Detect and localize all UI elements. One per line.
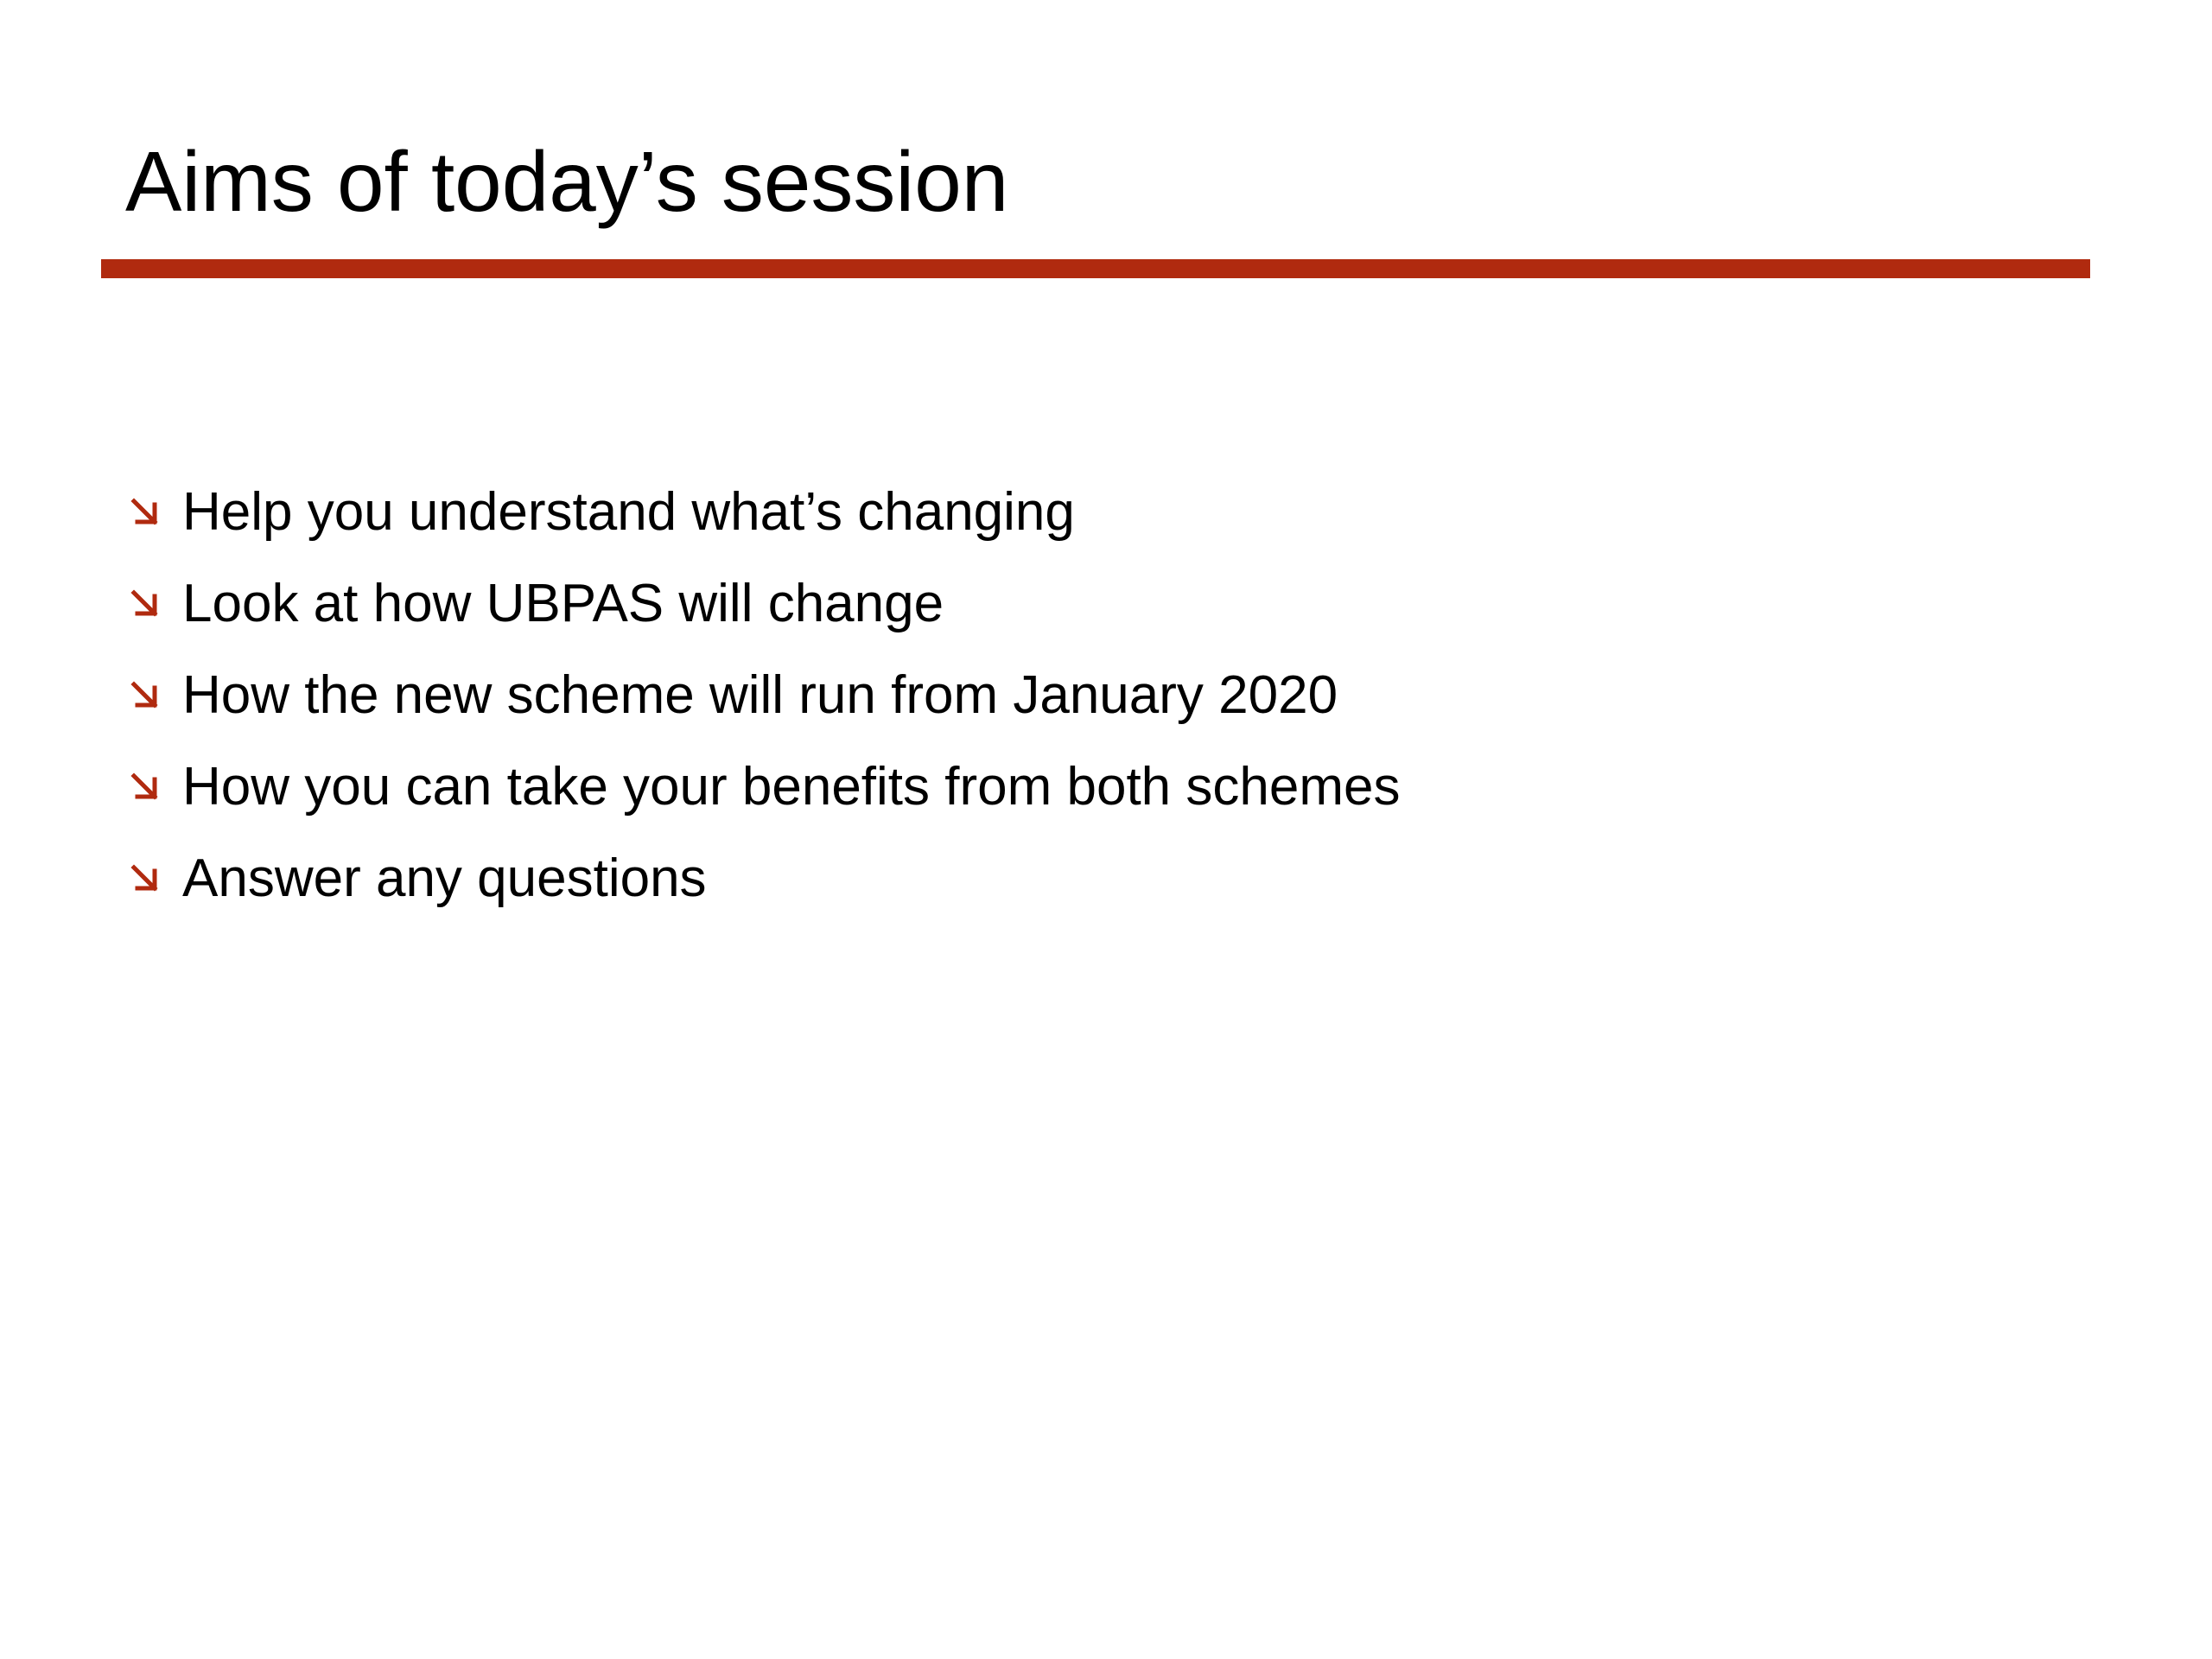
arrow-down-right-icon [125,584,165,624]
arrow-down-right-icon [125,676,165,715]
bullet-item [125,833,1400,925]
bullet-item [125,741,1400,833]
bullet-item [125,467,1400,558]
arrow-down-right-icon [125,493,165,532]
bullet-list [125,467,1400,925]
bullet-text: How the new scheme will run from January 2020 [182,665,1338,725]
bullet-text: How you can take your benefits from both schemes [182,757,1401,817]
slide-title: Aims of today’s session [125,134,1009,229]
title-divider [101,259,2090,278]
bullet-item [125,558,1400,650]
bullet-text: Help you understand what’s changing [182,482,1075,542]
bullet-item [125,650,1400,741]
arrow-down-right-icon [125,767,165,807]
bullet-text: Answer any questions [182,849,707,908]
bullet-text: Look at how UBPAS will change [182,574,944,633]
arrow-down-right-icon [125,859,165,899]
